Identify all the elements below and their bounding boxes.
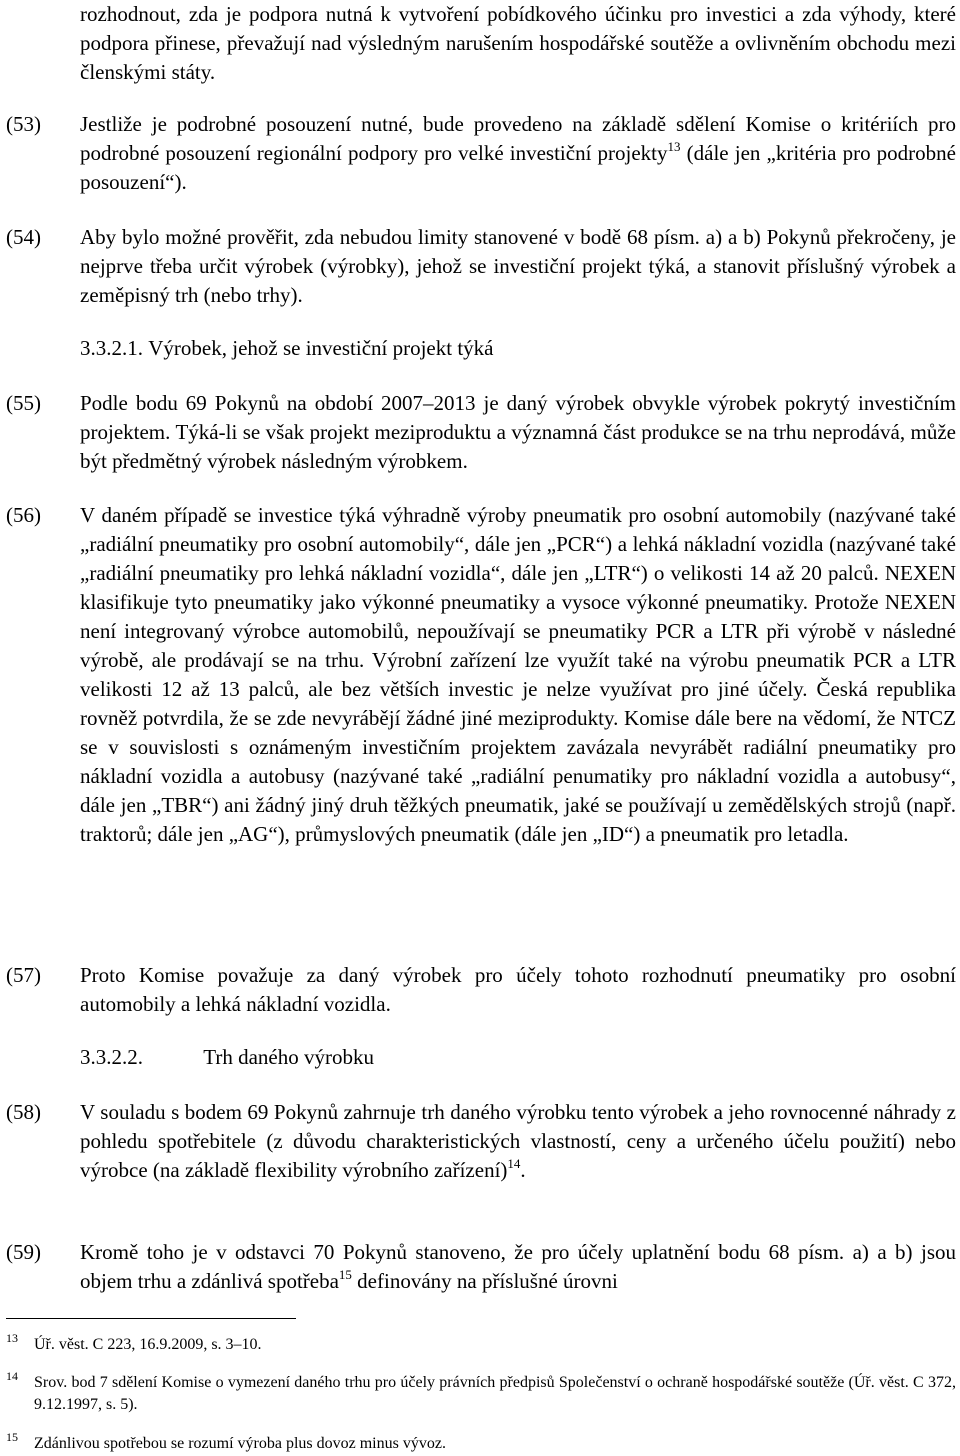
footnote-text: Úř. věst. C 223, 16.9.2009, s. 3–10. [34,1336,262,1353]
footnote-text: Srov. bod 7 sdělení Komise o vymezení daného trhu pro účely právních předpisů Společenství o ochraně hospodářské soutěže (Úř. věst. C 372, 9.12.1997, s. 5). [34,1374,956,1413]
paragraph-text: V daném případě se investice týká výhradně výroby pneumatik pro osobní automobily (nazývané také „radiální pneumatiky pro osobní automobily“, dále jen „PCR“) a lehká nákladní vozidla (nazývané také „radiální pneumatiky pro lehká nákladní vozidla“, dále jen „LTR“) o velikosti 14 až 20 palců. NEXEN klasifikuje tyto pneumatiky jako výkonné pneumatiky a vysoce výkonné pneumatiky. Protože NEXEN není integrovaný výrobce automobilů, nepoužívají se pneumatiky PCR a LTR při výrobě v následné výrobě, ale prodávají se na trhu. Výrobní zařízení lze využít také na výrobu pneumatik PCR a LTR velikosti 12 až 13 palců, ale bez větších investic je nelze využívat pro jiné účely. Česká republika rovněž potvrdila, že se zde nevyrábějí žádné jiné meziprodukty. Komise dále bere na vědomí, že NTCZ se v souvislosti s oznámeným investičním projektem zavázala nevyrábět radiální pneumatiky pro nákladní vozidla a autobusy (nazývané také „radiální penumatiky pro nákladní vozidla a autobusy“, dále jen „TBR“) ani žádný jiný druh těžkých pneumatik, jaké se používají u zemědělských strojů (např. traktorů; dále jen „AG“), průmyslových pneumatik (dále jen „ID“) a pneumatik pro letadla. [80,503,956,846]
paragraph-number: (54) [6,225,41,249]
paragraph-number: (59) [6,1240,41,1264]
paragraph-number: (57) [6,963,41,987]
footnote-divider [6,1318,296,1319]
paragraph-text: Podle bodu 69 Pokynů na období 2007–2013 je daný výrobek obvykle výrobek pokrytý investičním projektem. Týká-li se však projekt meziproduktu a významná část produkce se na trhu neprodává, může být předmětný výrobek následným výrobkem. [80,391,956,473]
footnote-ref-15[interactable]: 15 [338,1267,352,1282]
paragraph-text: V souladu s bodem 69 Pokynů zahrnuje trh daného výrobku tento výrobek a jeho rovnocenné náhrady z pohledu spotřebitele (z důvodu charakteristických vlastností, ceny a určeného účelu použití) nebo výrobce (na základě flexibility výrobního zařízení)$^{14}$. [80,1100,956,1182]
intro-paragraph: rozhodnout, zda je podpora nutná k vytvoření pobídkového účinku pro investici a zda výhody, které podpora přinese, převažují nad výsledným narušením hospodářské soutěže a ovlivněním obchodu mezi členskými státy. [80,2,956,84]
section-number: 3.3.2.2. [80,1045,143,1069]
footnote-number: 13 [6,1331,18,1345]
paragraph-number: (56) [6,503,41,527]
footnote-ref-13[interactable]: 13 [667,139,681,154]
section-heading-3-3-2-1 [80,334,494,363]
paragraph-text: Aby bylo možné prověřit, zda nebudou limity stanovené v bodě 68 písm. a) a b) Pokynů překročeny, je nejprve třeba určit výrobek (výrobky), jehož se investiční projekt týká, a stanovit příslušný výrobek a zeměpisný trh (nebo trhy). [80,225,956,307]
footnote-number: 15 [6,1430,18,1444]
paragraph-text: Proto Komise považuje za daný výrobek pro účely tohoto rozhodnutí pneumatiky pro osobní automobily a lehká nákladní vozidla. [80,963,956,1016]
section-heading-3-3-2-2 [80,1043,374,1072]
paragraph-text: Jestliže je podrobné posouzení nutné, bude provedeno na základě sdělení Komise o kritériích pro podrobné posouzení regionální podpory pro velké investiční projekty$^{13}$ (dále jen „kritéria pro podrobné posouzení“). [80,112,957,194]
section-title: Trh daného výrobku [203,1045,374,1069]
section-number: 3.3.2.1. [80,336,143,360]
section-title: Výrobek, jehož se investiční projekt týká [148,336,494,360]
footnote-ref-14[interactable]: 14 [507,1156,521,1171]
footnote-text: Zdánlivou spotřebou se rozumí výroba plus dovoz minus vývoz. [34,1435,446,1452]
footnote-number: 14 [6,1369,18,1383]
paragraph-number: (53) [6,112,41,136]
paragraph-text: Kromě toho je v odstavci 70 Pokynů stanoveno, že pro účely uplatnění bodu 68 písm. a) a b) jsou objem trhu a zdánlivá spotřeba$^{15}$ definovány na příslušné úrovni [80,1240,956,1293]
paragraph-number: (55) [6,391,41,415]
paragraph-number: (58) [6,1100,41,1124]
